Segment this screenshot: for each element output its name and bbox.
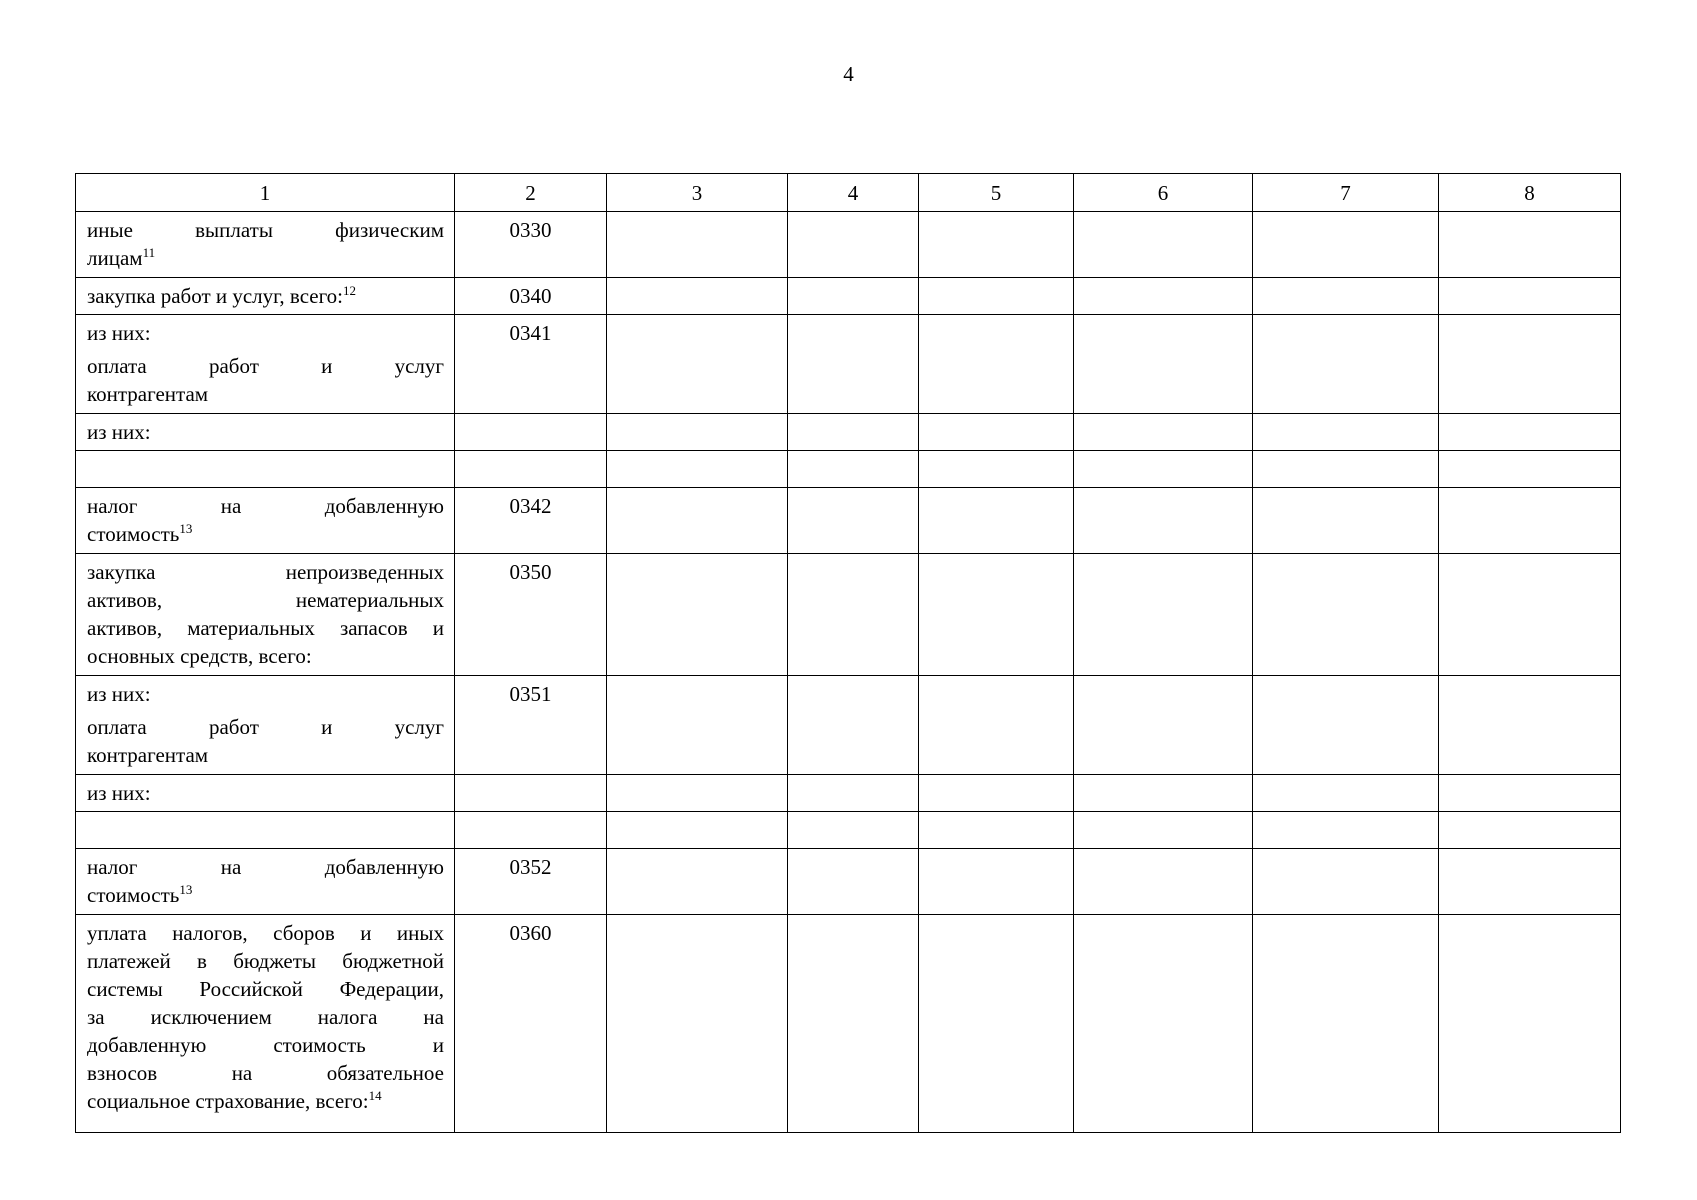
table-row bbox=[76, 812, 1621, 849]
row-label bbox=[76, 554, 455, 676]
data-cell[interactable] bbox=[788, 915, 919, 1133]
data-cell[interactable] bbox=[607, 212, 788, 278]
data-cell[interactable] bbox=[788, 451, 919, 488]
row-label bbox=[76, 676, 455, 775]
data-cell[interactable] bbox=[1074, 849, 1253, 915]
data-cell[interactable] bbox=[1253, 414, 1439, 451]
header-cell: 4 bbox=[788, 174, 919, 212]
data-cell[interactable] bbox=[788, 676, 919, 775]
data-cell[interactable] bbox=[607, 278, 788, 315]
row-label-line: оплата работ и услуг bbox=[87, 354, 444, 378]
header-cell: 1 bbox=[76, 174, 455, 212]
data-cell[interactable] bbox=[919, 676, 1074, 775]
row-label bbox=[76, 488, 455, 554]
footnote-ref: 13 bbox=[179, 521, 193, 536]
data-cell[interactable] bbox=[607, 915, 788, 1133]
table-row bbox=[76, 212, 1621, 278]
row-label-line: уплата налогов, сборов и иных bbox=[87, 921, 444, 945]
table-row bbox=[76, 278, 1621, 315]
row-label-line: из них: bbox=[87, 781, 151, 805]
data-cell[interactable] bbox=[919, 212, 1074, 278]
row-label-line: платежей в бюджеты бюджетной bbox=[87, 949, 444, 973]
data-cell[interactable] bbox=[1439, 812, 1621, 849]
row-code: 0340 bbox=[455, 278, 607, 315]
data-cell[interactable] bbox=[919, 812, 1074, 849]
data-cell[interactable] bbox=[1074, 278, 1253, 315]
header-cell: 3 bbox=[607, 174, 788, 212]
data-cell[interactable] bbox=[788, 488, 919, 554]
data-cell[interactable] bbox=[1439, 212, 1621, 278]
row-label-line: из них: bbox=[87, 321, 151, 345]
data-cell[interactable] bbox=[919, 554, 1074, 676]
data-cell[interactable] bbox=[1253, 915, 1439, 1133]
data-cell[interactable] bbox=[1074, 315, 1253, 414]
data-cell[interactable] bbox=[607, 451, 788, 488]
table-row bbox=[76, 775, 1621, 812]
table-row bbox=[76, 915, 1621, 1133]
row-code: 0342 bbox=[455, 488, 607, 554]
row-label-line: активов, материальных запасов и bbox=[87, 616, 444, 640]
row-label bbox=[76, 212, 455, 278]
row-label bbox=[76, 278, 455, 315]
header-cell: 5 bbox=[919, 174, 1074, 212]
row-label-line: закупка непроизведенных bbox=[87, 560, 444, 584]
data-cell[interactable] bbox=[1439, 414, 1621, 451]
data-cell[interactable] bbox=[788, 849, 919, 915]
data-cell[interactable] bbox=[607, 812, 788, 849]
page-number: 4 bbox=[843, 62, 854, 86]
data-cell[interactable] bbox=[1439, 278, 1621, 315]
data-cell[interactable] bbox=[607, 414, 788, 451]
row-label-line: из них: bbox=[87, 682, 151, 706]
row-label-line: за исключением налога на bbox=[87, 1005, 444, 1029]
row-code bbox=[455, 775, 607, 812]
data-cell[interactable] bbox=[1253, 278, 1439, 315]
data-cell[interactable] bbox=[919, 315, 1074, 414]
footnote-ref: 14 bbox=[368, 1088, 382, 1103]
data-cell[interactable] bbox=[1253, 212, 1439, 278]
report-table bbox=[75, 173, 1621, 1133]
row-label-line: из них: bbox=[87, 420, 151, 444]
data-cell[interactable] bbox=[1253, 554, 1439, 676]
table-row bbox=[76, 676, 1621, 775]
table-row bbox=[76, 554, 1621, 676]
data-cell[interactable] bbox=[1074, 414, 1253, 451]
data-cell[interactable] bbox=[1074, 488, 1253, 554]
data-cell[interactable] bbox=[1253, 315, 1439, 414]
row-label-line: активов, нематериальных bbox=[87, 588, 444, 612]
data-cell[interactable] bbox=[1253, 812, 1439, 849]
table-row bbox=[76, 414, 1621, 451]
header-cell: 6 bbox=[1074, 174, 1253, 212]
header-cell: 7 bbox=[1253, 174, 1439, 212]
data-cell[interactable] bbox=[1074, 451, 1253, 488]
data-cell[interactable] bbox=[1074, 212, 1253, 278]
row-label-line: стоимость$^{13}$ bbox=[87, 521, 193, 546]
row-code: 0350 bbox=[455, 554, 607, 676]
data-cell[interactable] bbox=[788, 554, 919, 676]
data-cell[interactable] bbox=[919, 414, 1074, 451]
data-cell[interactable] bbox=[788, 414, 919, 451]
data-cell[interactable] bbox=[788, 315, 919, 414]
row-code bbox=[455, 414, 607, 451]
data-cell[interactable] bbox=[1253, 488, 1439, 554]
row-label-line: иные выплаты физическим bbox=[87, 218, 444, 242]
row-code: 0341 bbox=[455, 315, 607, 414]
data-cell[interactable] bbox=[1074, 812, 1253, 849]
row-label-line: системы Российской Федерации, bbox=[87, 977, 444, 1001]
data-cell[interactable] bbox=[919, 488, 1074, 554]
row-code: 0351 bbox=[455, 676, 607, 775]
data-cell[interactable] bbox=[1253, 849, 1439, 915]
data-cell[interactable] bbox=[1253, 676, 1439, 775]
data-cell[interactable] bbox=[1439, 849, 1621, 915]
table-row bbox=[76, 451, 1621, 488]
row-label-line: налог на добавленную bbox=[87, 855, 444, 879]
footnote-ref: 12 bbox=[343, 283, 357, 298]
data-cell[interactable] bbox=[607, 554, 788, 676]
data-cell[interactable] bbox=[788, 278, 919, 315]
table-row bbox=[76, 488, 1621, 554]
row-code: 0330 bbox=[455, 212, 607, 278]
data-cell[interactable] bbox=[607, 315, 788, 414]
row-label-line: закупка работ и услуг, всего:$^{12}$ bbox=[87, 283, 357, 308]
data-cell[interactable] bbox=[788, 775, 919, 812]
data-cell[interactable] bbox=[1074, 676, 1253, 775]
data-cell[interactable] bbox=[1439, 915, 1621, 1133]
data-cell[interactable] bbox=[919, 775, 1074, 812]
data-cell[interactable] bbox=[919, 915, 1074, 1133]
data-cell[interactable] bbox=[607, 849, 788, 915]
row-code: 0360 bbox=[455, 915, 607, 1133]
row-label-line: контрагентам bbox=[87, 382, 209, 406]
row-label-line: оплата работ и услуг bbox=[87, 715, 444, 739]
table-row bbox=[76, 849, 1621, 915]
data-cell[interactable] bbox=[607, 676, 788, 775]
data-cell[interactable] bbox=[919, 451, 1074, 488]
row-label[interactable] bbox=[76, 812, 455, 849]
row-label bbox=[76, 915, 455, 1133]
row-label[interactable] bbox=[76, 451, 455, 488]
data-cell[interactable] bbox=[607, 488, 788, 554]
row-label bbox=[76, 414, 455, 451]
row-code[interactable] bbox=[455, 812, 607, 849]
data-cell[interactable] bbox=[1253, 775, 1439, 812]
row-code[interactable] bbox=[455, 451, 607, 488]
data-cell[interactable] bbox=[1439, 676, 1621, 775]
data-cell[interactable] bbox=[1439, 451, 1621, 488]
data-cell[interactable] bbox=[788, 812, 919, 849]
data-cell[interactable] bbox=[1439, 488, 1621, 554]
row-label-line: лицам$^{11}$ bbox=[87, 245, 156, 270]
data-cell[interactable] bbox=[607, 775, 788, 812]
data-cell[interactable] bbox=[919, 849, 1074, 915]
row-label-line: основных средств, всего: bbox=[87, 644, 312, 668]
data-cell[interactable] bbox=[1439, 775, 1621, 812]
row-label-line: стоимость$^{13}$ bbox=[87, 882, 193, 907]
data-cell[interactable] bbox=[1253, 451, 1439, 488]
data-cell[interactable] bbox=[1074, 775, 1253, 812]
data-cell[interactable] bbox=[1074, 915, 1253, 1133]
row-label-line: добавленную стоимость и bbox=[87, 1033, 444, 1057]
data-cell[interactable] bbox=[919, 278, 1074, 315]
row-label-line: социальное страхование, всего:$^{14}$ bbox=[87, 1088, 382, 1113]
row-label-line: налог на добавленную bbox=[87, 494, 444, 518]
row-label bbox=[76, 849, 455, 915]
header-row bbox=[76, 174, 1621, 212]
row-label bbox=[76, 315, 455, 414]
row-label-line: взносов на обязательное bbox=[87, 1061, 444, 1085]
table-row bbox=[76, 315, 1621, 414]
data-cell[interactable] bbox=[1439, 554, 1621, 676]
row-label bbox=[76, 775, 455, 812]
footnote-ref: 13 bbox=[179, 882, 193, 897]
row-label-line: контрагентам bbox=[87, 743, 209, 767]
data-cell[interactable] bbox=[788, 212, 919, 278]
data-cell[interactable] bbox=[1439, 315, 1621, 414]
footnote-ref: 11 bbox=[142, 245, 156, 260]
data-cell[interactable] bbox=[1074, 554, 1253, 676]
header-cell: 8 bbox=[1439, 174, 1621, 212]
row-code: 0352 bbox=[455, 849, 607, 915]
header-cell: 2 bbox=[455, 174, 607, 212]
